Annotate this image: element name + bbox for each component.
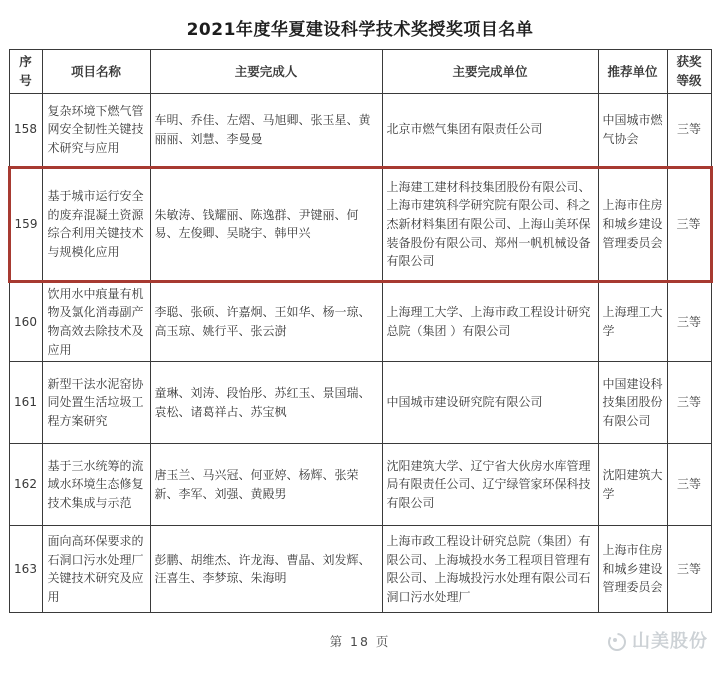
header-orgs: 主要完成单位: [382, 50, 598, 94]
cell-main-contributors: 车明、乔佳、左熠、马旭卿、张玉星、黄丽丽、刘慧、李曼曼: [150, 93, 382, 167]
cell-award-grade: 三等: [667, 362, 711, 444]
table-row: [9, 444, 711, 526]
cell-main-contributors: 李聪、张硕、许嘉炯、王如华、杨一琼、高玉琼、姚行平、张云澍: [150, 281, 382, 361]
cell-project-name: 新型干法水泥窑协同处置生活垃圾工程方案研究: [42, 362, 150, 444]
cell-serial-number: 160: [9, 281, 42, 361]
cell-recommending-unit: 中国建设科技集团股份有限公司: [598, 362, 667, 444]
cell-serial-number: 159: [9, 167, 42, 281]
cell-serial-number: 163: [9, 526, 42, 613]
cell-recommending-unit: 上海市住房和城乡建设管理委员会: [598, 167, 667, 281]
cell-main-organizations: 上海理工大学、上海市政工程设计研究总院（集团 ）有限公司: [382, 281, 598, 361]
cell-main-contributors: 童琳、刘涛、段怡彤、苏红玉、景国瑞、袁松、诸葛祥占、苏宝枫: [150, 362, 382, 444]
shanmei-watermark: [607, 629, 708, 655]
cell-main-organizations: 上海建工建材科技集团股份有限公司、上海市建筑科学研究院有限公司、科之杰新材料集团有限公司、上海山美环保装备股份有限公司、郑州一帆机械设备有限公司: [382, 167, 598, 281]
cell-recommending-unit: 中国城市燃气协会: [598, 93, 667, 167]
header-project: 项目名称: [42, 50, 150, 94]
cell-main-organizations: 上海市政工程设计研究总院（集团）有限公司、上海城投水务工程项目管理有限公司、上海城投污水处理有限公司石洞口污水处理厂: [382, 526, 598, 613]
table-row: [9, 93, 711, 167]
cell-award-grade: 三等: [667, 526, 711, 613]
cell-main-contributors: 彭鹏、胡维杰、许龙海、曹晶、刘发辉、汪喜生、李梦琼、朱海明: [150, 526, 382, 613]
page-title: 2021年度华夏建设科学技术奖授奖项目名单: [186, 20, 534, 40]
table-header: [9, 50, 711, 94]
watermark-text: 山美股份: [632, 631, 708, 653]
cell-award-grade: 三等: [667, 281, 711, 361]
table-body: [9, 93, 711, 612]
header-grade: 获奖等级: [667, 50, 711, 94]
cell-main-contributors: 唐玉兰、马兴冠、何亚婷、杨辉、张荣新、李军、刘强、黄殿男: [150, 444, 382, 526]
cell-main-organizations: 北京市燃气集团有限责任公司: [382, 93, 598, 167]
shanmei-logo-icon: [607, 632, 627, 652]
header-recommender: 推荐单位: [598, 50, 667, 94]
table-row: [9, 362, 711, 444]
cell-recommending-unit: 沈阳建筑大学: [598, 444, 667, 526]
cell-project-name: 基于城市运行安全的废弃混凝土资源综合利用关键技术与规模化应用: [42, 167, 150, 281]
cell-serial-number: 158: [9, 93, 42, 167]
header-people: 主要完成人: [150, 50, 382, 94]
cell-serial-number: 161: [9, 362, 42, 444]
cell-award-grade: 三等: [667, 444, 711, 526]
award-table: [8, 49, 713, 613]
cell-recommending-unit: 上海理工大学: [598, 281, 667, 361]
table-row: [9, 167, 711, 281]
cell-recommending-unit: 上海市住房和城乡建设管理委员会: [598, 526, 667, 613]
cell-main-organizations: 中国城市建设研究院有限公司: [382, 362, 598, 444]
page-number: 第 18 页: [329, 634, 391, 650]
cell-project-name: 复杂环境下燃气管网安全韧性关键技术研究与应用: [42, 93, 150, 167]
cell-award-grade: 三等: [667, 93, 711, 167]
table-row: [9, 526, 711, 613]
cell-main-contributors: 朱敏涛、钱耀丽、陈逸群、尹键丽、何易、左俊卿、吴晓宇、韩甲兴: [150, 167, 382, 281]
cell-project-name: 饮用水中痕量有机物及氯化消毒副产物高效去除技术及应用: [42, 281, 150, 361]
cell-serial-number: 162: [9, 444, 42, 526]
cell-project-name: 基于三水统筹的流域水环境生态修复技术集成与示范: [42, 444, 150, 526]
cell-main-organizations: 沈阳建筑大学、辽宁省大伙房水库管理局有限责任公司、辽宁绿管家环保科技有限公司: [382, 444, 598, 526]
cell-project-name: 面向高环保要求的石洞口污水处理厂关键技术研究及应用: [42, 526, 150, 613]
page-footer: [0, 629, 720, 655]
cell-award-grade: 三等: [667, 167, 711, 281]
header-no: 序号: [9, 50, 42, 94]
table-row: [9, 281, 711, 361]
